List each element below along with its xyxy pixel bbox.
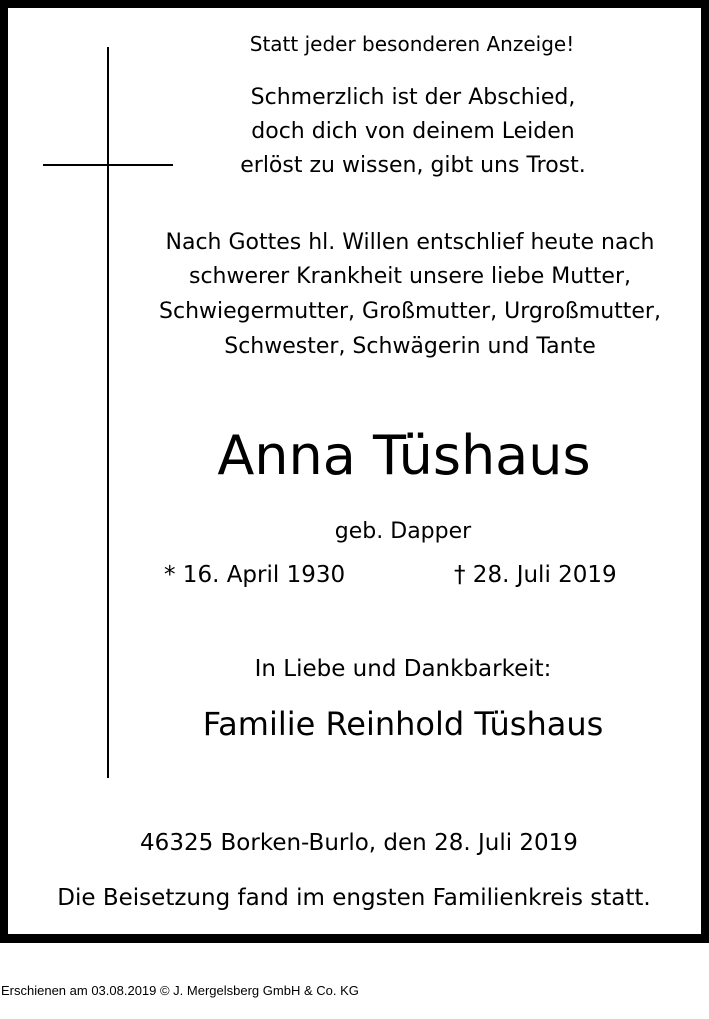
death-date: † 28. Juli 2019 [454,562,617,588]
notice-intro: Statt jeder besonderen Anzeige! [249,32,575,56]
burial-note: Die Beisetzung fand im engsten Familienkreis statt. [57,885,651,911]
body-line: Schwester, Schwägerin und Tante [224,334,596,359]
birth-date: * 16. April 1930 [164,562,346,588]
deceased-name: Anna Tüshaus [217,424,591,487]
maiden-name: geb. Dapper [334,519,472,544]
verse-line: erlöst zu wissen, gibt uns Trost. [240,153,586,178]
verse-line: doch dich von deinem Leiden [251,119,575,144]
family-name: Familie Reinhold Tüshaus [202,705,604,743]
body-line: Nach Gottes hl. Willen entschlief heute nach [165,230,655,255]
body-line: schwerer Krankheit unsere liebe Mutter, [189,264,631,289]
body-line: Schwiegermutter, Großmutter, Urgroßmutter, [159,299,661,324]
thanks-line: In Liebe und Dankbarkeit: [254,656,552,682]
place-date: 46325 Borken-Burlo, den 28. Juli 2019 [140,830,578,856]
publication-footer: Erschienen am 03.08.2019 © J. Mergelsberg GmbH & Co. KG [1,983,359,998]
cross-icon [107,47,109,778]
verse-line: Schmerzlich ist der Abschied, [250,85,576,110]
cross-icon-crossbar [43,164,173,166]
